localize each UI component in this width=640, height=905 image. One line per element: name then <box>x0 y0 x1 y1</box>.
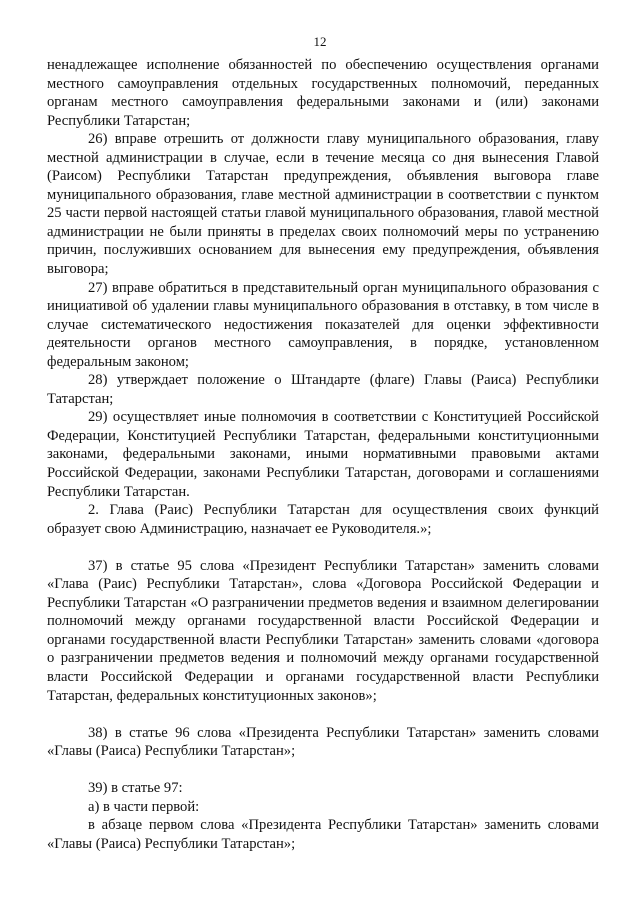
paragraph-item-28: 28) утверждает положение о Штандарте (флаге) Главы (Раиса) Республики Татарстан; <box>47 372 599 407</box>
page-number: 12 <box>313 34 327 49</box>
paragraph-continuation: ненадлежащее исполнение обязанностей по обеспечению осуществления органами местного самоуправления отдельных государственных полномочий, переданных органам местного самоуправления федеральными законами и (или) законами Республики Татарстан; <box>47 57 599 129</box>
paragraph-item-37: 37) в статье 95 слова «Президент Республики Татарстан» заменить словами «Глава (Раис) Республики Татарстан», слова «Договора Российской Федерации и Республики Татарстан «О разграничении предметов ведения и взаимном делегировании полномочий между органами государственной власти Российской Федерации и органами государственной власти Республики Татарстан» заменить словами «договора о разграничении предметов ведения и полномочий между органами государственной власти Российской Федерации и органами государственной власти Республики Татарстан, федеральных конституционных законов»; <box>47 557 599 704</box>
paragraph-item-27: 27) вправе обратиться в представительный орган муниципального образования с инициативой об удалении главы муниципального образования в отставку, в том числе в случае систематического недостижения показателей для оценки эффективности деятельности органов местного самоуправления, в порядке, установленном федеральным законом; <box>47 279 599 370</box>
paragraph-item-39: 39) в статье 97: <box>88 780 183 797</box>
paragraph-first-clause: в абзаце первом слова «Президента Республики Татарстан» заменить словами «Главы (Раиса) Республики Татарстан»; <box>47 817 599 852</box>
paragraph-part-2: 2. Глава (Раис) Республики Татарстан для осуществления своих функций образует свою Администрацию, назначает ее Руководителя.»; <box>47 502 599 537</box>
paragraph-item-38: 38) в статье 96 слова «Президента Республики Татарстан» заменить словами «Главы (Раиса) Республики Татарстан»; <box>47 724 599 760</box>
paragraph-item-29: 29) осуществляет иные полномочия в соответствии с Конституцией Российской Федерации, Конституцией Республики Татарстан, федеральными конституционными законами, федеральными законами, иными нормативными правовыми актами Российской Федерации, законами Республики Татарстан, договорами и соглашениями Республики Татарстан. <box>47 409 599 500</box>
paragraph-subitem-a: а) в части первой: <box>88 798 200 815</box>
paragraph-item-26: 26) вправе отрешить от должности главу муниципального образования, главу местной администрации в случае, если в течение месяца со дня вынесения Главой (Раисом) Республики Татарстан предупреждения, объявления выговора главе муниципального образования, главе местной администрации в соответствии с пунктом 25 части первой настоящей статьи главой муниципального образования, главой местной администрации не были приняты в пределах своих полномочий меры по устранению причин, послуживших основанием для вынесения ему предупреждения, объявления выговора; <box>47 131 599 278</box>
document-body <box>47 56 599 853</box>
